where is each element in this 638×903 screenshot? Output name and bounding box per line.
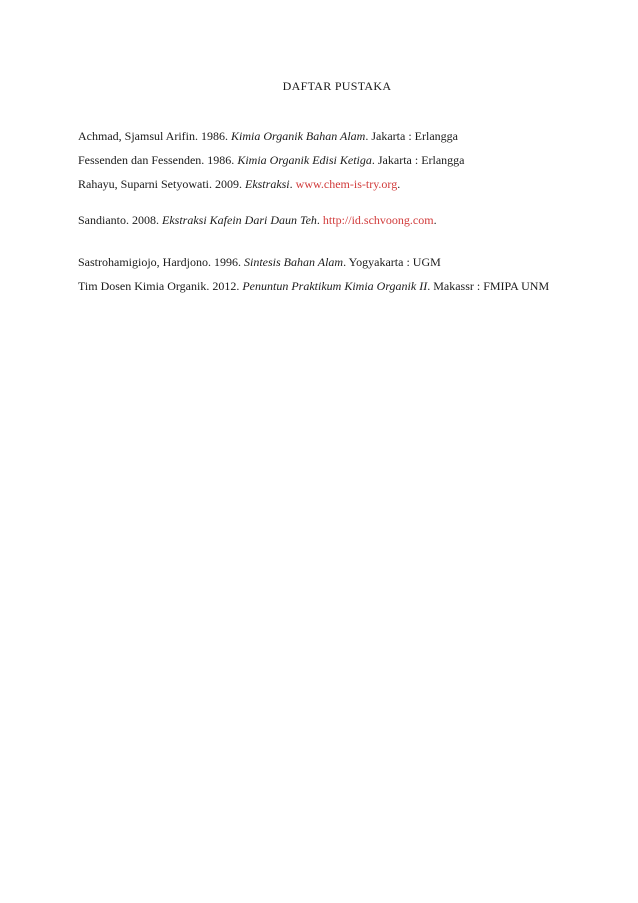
reference-entry [78, 250, 568, 274]
reference-entry [78, 208, 568, 232]
reference-author: Fessenden dan Fessenden. 1986. [78, 153, 238, 167]
reference-publisher: . Yogyakarta : UGM [343, 255, 441, 269]
reference-separator: . [289, 177, 296, 191]
reference-publisher: . Makassr : FMIPA UNM [427, 279, 550, 293]
page-title: DAFTAR PUSTAKA [282, 79, 392, 93]
reference-tail: . [433, 213, 437, 227]
reference-author: Achmad, Sjamsul Arifin. 1986. [78, 129, 231, 143]
reference-entry [78, 124, 568, 148]
reference-author: Sastrohamigiojo, Hardjono. 1996. [78, 255, 244, 269]
reference-work-title: Kimia Organik Edisi Ketiga [237, 153, 372, 167]
reference-author: Sandianto. 2008. [78, 213, 162, 227]
reference-work-title: Sintesis Bahan Alam [243, 255, 344, 269]
reference-work-title: Ekstraksi Kafein Dari Daun Teh [162, 213, 317, 227]
reference-author: Rahayu, Suparni Setyowati. 2009. [78, 177, 245, 191]
reference-work-title: Ekstraksi [244, 177, 290, 191]
reference-entry [78, 172, 568, 196]
reference-entry [78, 148, 568, 172]
reference-separator: . [316, 213, 323, 227]
reference-publisher: . Jakarta : Erlangga [365, 129, 458, 143]
reference-author: Tim Dosen Kimia Organik. 2012. [78, 279, 243, 293]
reference-tail: . [397, 177, 401, 191]
reference-publisher: . Jakarta : Erlangga [371, 153, 465, 167]
reference-entry [78, 274, 564, 298]
reference-work-title: Penuntun Praktikum Kimia Organik II [242, 279, 428, 293]
reference-link[interactable]: http://id.schvoong.com [322, 213, 434, 227]
reference-work-title: Kimia Organik Bahan Alam [231, 129, 366, 143]
reference-link[interactable]: www.chem-is-try.org [295, 177, 398, 191]
